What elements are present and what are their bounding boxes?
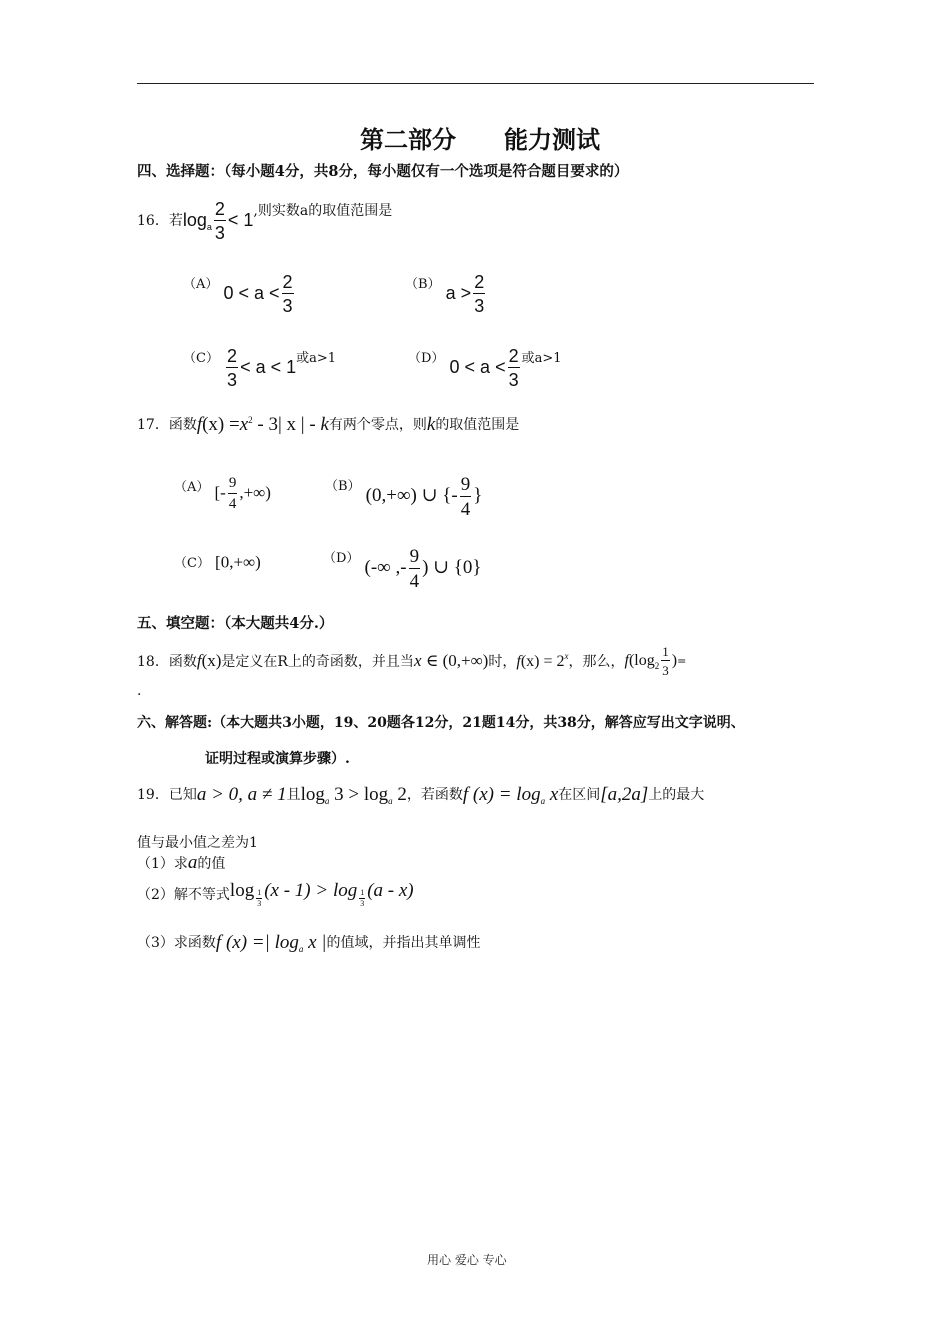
q16-stem: 16．若$\log_a$ $\frac{2}{3}$ < 1,则实数a的取值范围是 [137,199,393,243]
q19-stem-line2: 值与最小值之差为1 [137,835,258,851]
q17-option-d[interactable]: $^{(D)}$ (-∞ ,- $\frac{9}{4}$ ) ∪ {0} [323,546,482,592]
q17-option-b[interactable]: $^{(B)}$ (0,+∞) ∪ {- $\frac{9}{4}$ } [325,474,483,520]
q16-option-a[interactable]: $^{(A)}$ 0 < a < $\frac{2}{3}$ [183,272,293,316]
q16-option-c[interactable]: $^{(C)}$ $\frac{2}{3}$ < $a < 1^{或a>1}$ [183,346,337,390]
section6-heading: 六、解答题:（本大题共3小题，19、20题各12分，21题14分，共38分，解答应写出文字说明、 [137,715,745,731]
section5-heading: 五、填空题：（本大题共4分.） [137,615,334,632]
section6-heading-line2: 证明过程或演算步骤）. [205,751,350,767]
q16-option-b[interactable]: $^{(B)}$ a > $\frac{2}{3}$ [405,272,485,316]
q17-option-a[interactable]: $^{(A)}$ [- $\frac{9}{4}$ ,+∞) [174,475,271,512]
q19-part2: （2）解不等式log $\frac{1}{3}$ (x - 1) > log $\frac{1}{3}$ (a - x) [137,880,414,908]
q19-stem: 19．已知a > 0, a ≠ 1且$\log_a 3 > \log_a 2$，若函数f $(x) = \log_a x$在区间[a,2a]上的最大 [137,784,705,806]
q17-option-c[interactable]: $^{(C)}$ [0,+∞) [174,552,261,572]
q17-stem: 17．函数$f(x) =x^2 - 3|$ x | - k有两个零点，则k的取值范围是 [137,414,520,435]
page-footer: 用心 爱心 专心 [427,1253,507,1267]
page-title: 第二部分 能力测试 [360,125,600,154]
q18-stem: 18．函数f(x)是定义在R上的奇函数，并且当x ∈ (0,+∞)时，$f(x) = 2^x$，那么，$f(\log_2$ $\frac{1}{3}$ )= [137,644,687,678]
q18-blank-dot: . [137,683,142,699]
q19-part3: （3）求函数f (x) =| $\log_a x$ |的值域，并指出其单调性 [137,932,481,954]
q16-expression: $\log_a$ $\frac{2}{3}$ < 1 [182,199,254,243]
q17-function: $f(x) =x^2 - 3|$ x | - k [196,414,329,435]
q16-option-d[interactable]: $^{(D)}$ 0 < a < $\frac{2}{3}$ $^{或a>1}$ [408,346,562,390]
section4-heading: 四、选择题：（每小题4分，共8分，每小题仅有一个选项是符合题目要求的） [137,163,629,180]
q19-part1: （1）求a的值 [137,852,226,873]
header-rule [137,83,814,84]
